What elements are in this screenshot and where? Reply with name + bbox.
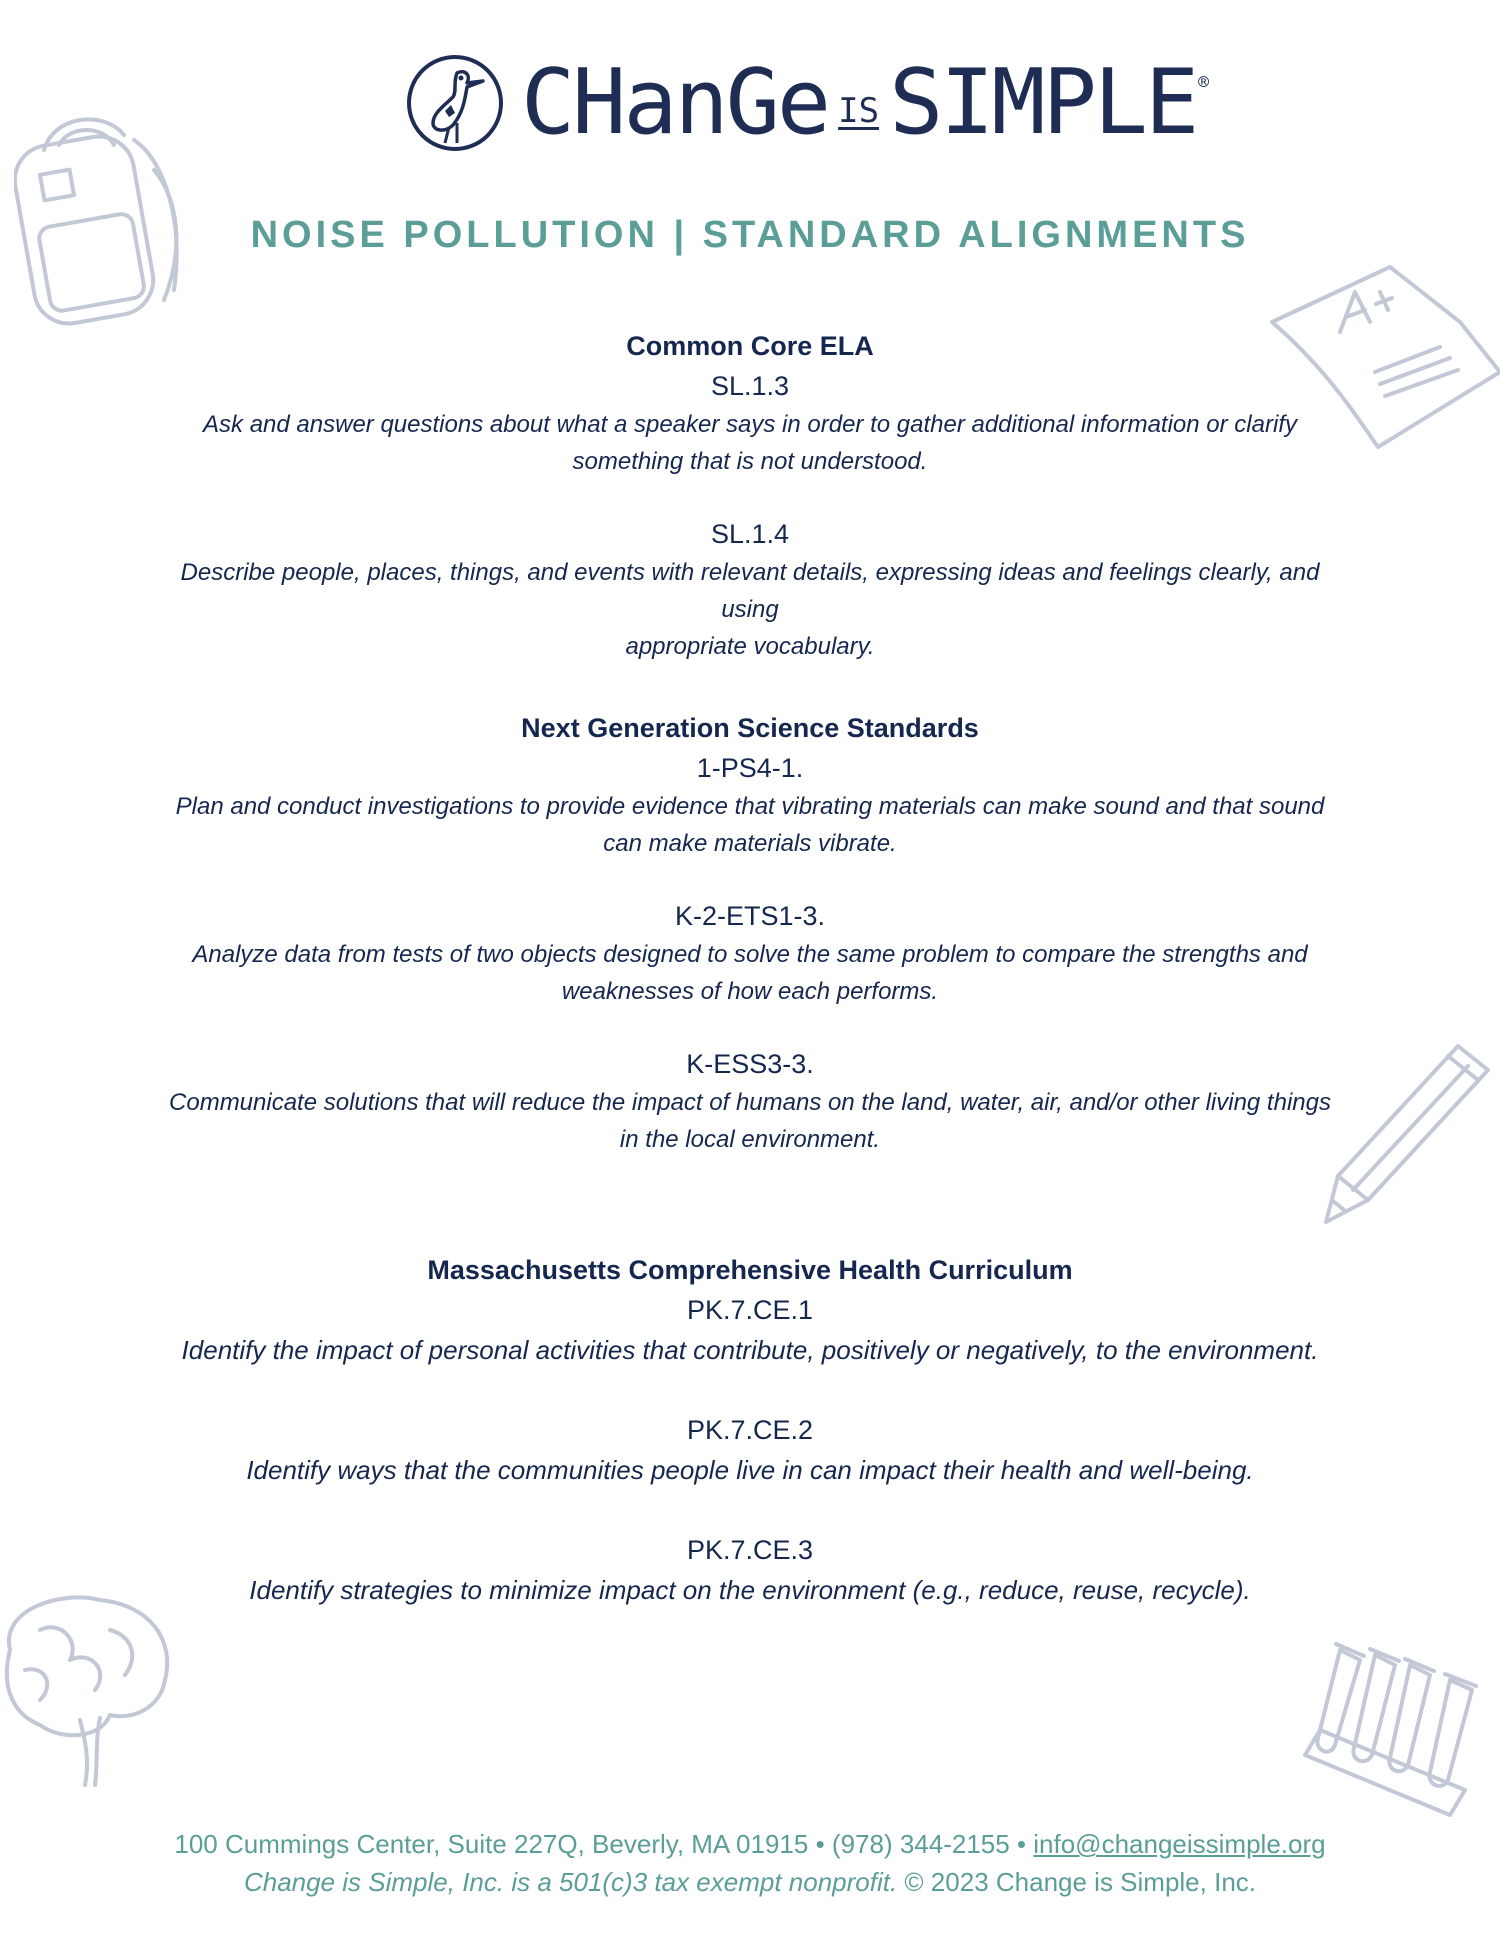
standard-description-line: Ask and answer questions about what a speaker says in order to gather additional information or clarify — [203, 411, 1297, 438]
footer-email-link[interactable]: info@changeissimple.org — [1033, 1829, 1326, 1859]
standard-item — [150, 514, 1350, 665]
standard-code: PK.7.CE.2 — [686, 1415, 814, 1445]
standard-item — [150, 748, 1350, 862]
standard-code: PK.7.CE.1 — [686, 1295, 814, 1325]
standard-code: SL.1.4 — [710, 519, 790, 549]
standard-item — [150, 896, 1350, 1010]
standard-item — [150, 1530, 1350, 1610]
standard-description-line: can make materials vibrate. — [603, 830, 897, 857]
standard-code: K-2-ETS1-3. — [674, 901, 826, 931]
logo — [405, 48, 1209, 158]
standard-description-line: Analyze data from tests of two objects designed to solve the same problem to compare the strengths and — [192, 941, 1308, 968]
standard-description-line: appropriate vocabulary. — [625, 633, 875, 660]
section-title: Common Core ELA — [626, 331, 874, 361]
standard-description-line: Plan and conduct investigations to provide evidence that vibrating materials can make sound and that sound — [175, 793, 1325, 820]
standard-code: SL.1.3 — [710, 371, 790, 401]
section-ngss — [150, 708, 1350, 1192]
section-title: Massachusetts Comprehensive Health Curriculum — [427, 1255, 1073, 1285]
standard-description-line: Identify ways that the communities people live in can impact their health and well-being. — [246, 1455, 1254, 1485]
standard-description-line: weaknesses of how each performs. — [561, 978, 939, 1005]
standard-code: 1-PS4-1. — [696, 753, 804, 783]
test-tubes-icon — [1300, 1630, 1500, 1830]
standard-item — [150, 1290, 1350, 1370]
standard-code: PK.7.CE.3 — [686, 1535, 814, 1565]
standard-description-line: Communicate solutions that will reduce the impact of humans on the land, water, air, and/or other living things — [169, 1089, 1331, 1116]
standard-description-line: Describe people, places, things, and events with relevant details, expressing ideas and feelings clearly, and using — [180, 559, 1320, 623]
registered-mark: ® — [1198, 72, 1210, 93]
section-ma-health — [150, 1250, 1350, 1644]
logo-wordmark — [521, 50, 1210, 155]
standard-description-line: something that is not understood. — [572, 448, 928, 475]
section-common-core — [150, 326, 1350, 699]
standard-code: K-ESS3-3. — [686, 1049, 814, 1079]
page-title: NOISE POLLUTION | STANDARD ALIGNMENTS — [250, 214, 1250, 256]
footer-contact-line — [0, 1825, 1500, 1863]
section-title: Next Generation Science Standards — [521, 713, 979, 743]
standard-description-line: Identify strategies to minimize impact on the environment (e.g., reduce, reuse, recycle). — [249, 1575, 1251, 1605]
standard-item — [150, 1044, 1350, 1158]
bird-logo-icon — [405, 53, 505, 153]
standard-item — [150, 1410, 1350, 1490]
footer-nonprofit: Change is Simple, Inc. is a 501(c)3 tax exempt nonprofit. — [243, 1867, 898, 1897]
standard-description-line: Identify the impact of personal activities that contribute, positively or negatively, to the environment. — [181, 1335, 1319, 1365]
standard-item — [150, 366, 1350, 480]
logo-word-is: IS — [838, 91, 880, 131]
standard-description-line: in the local environment. — [619, 1126, 881, 1153]
footer-legal-line — [0, 1863, 1500, 1901]
footer — [0, 1825, 1500, 1901]
footer-address: 100 Cummings Center, Suite 227Q, Beverly, MA 01915 • (978) 344-2155 • — [174, 1829, 1034, 1859]
logo-word-change: CHanGe — [521, 50, 829, 155]
footer-copyright: © 2023 Change is Simple, Inc. — [897, 1867, 1256, 1897]
logo-word-simple: SIMPLE — [889, 50, 1197, 155]
